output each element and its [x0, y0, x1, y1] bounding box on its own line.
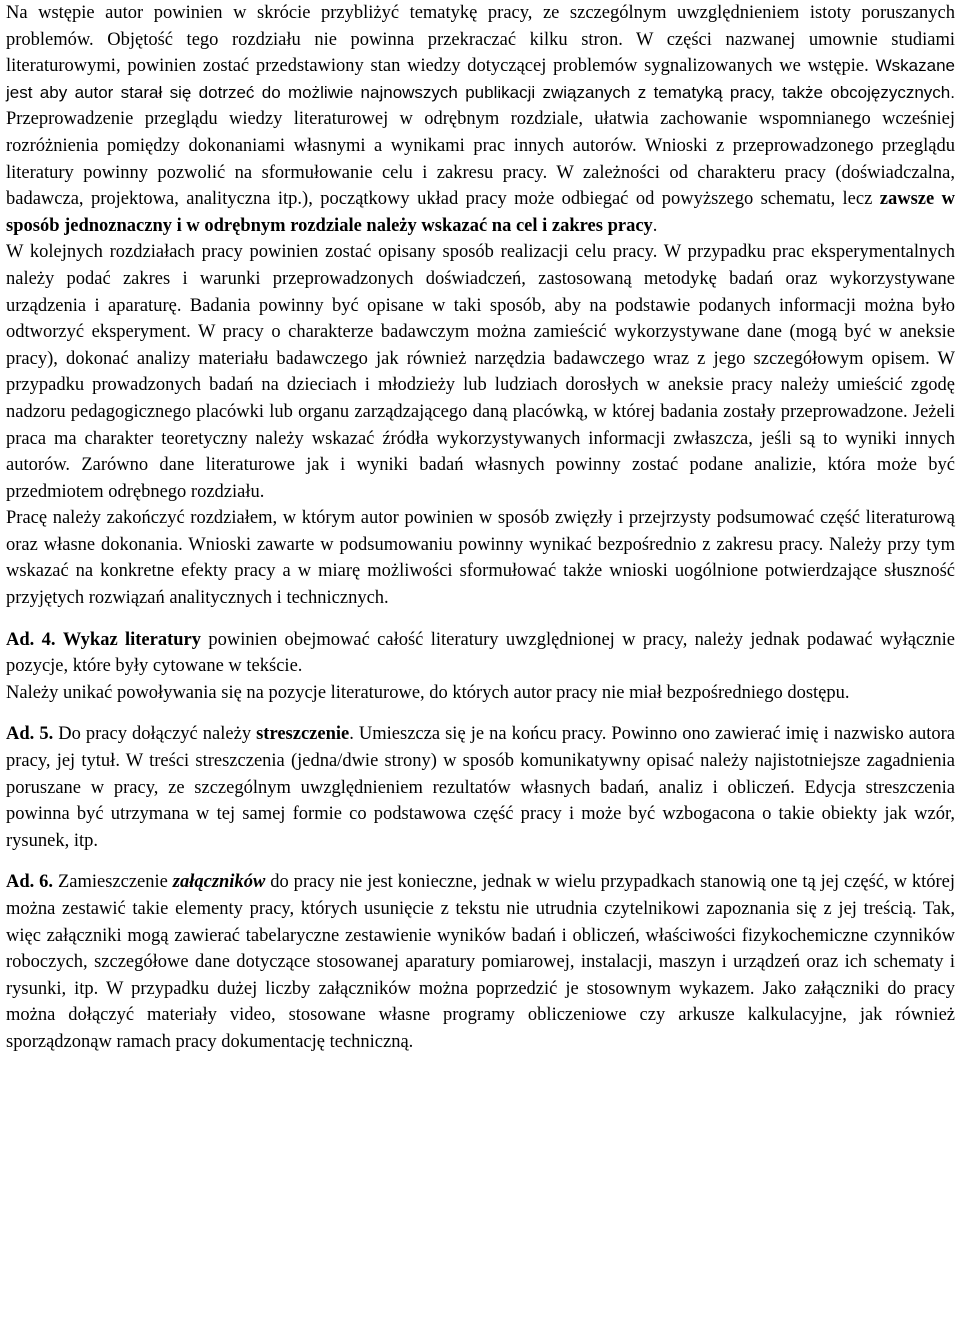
paragraph-methods: W kolejnych rozdziałach pracy powinien zostać opisany sposób realizacji celu pracy. W przypadku prac eksperymentalnych należy podać zakres i warunki przeprowadzonych doświadczeń, zastosowaną metodykę badań oraz wykorzystywane urządzenia i aparaturę. Badania powinny być opisane w taki sposób, aby na podstawie podanych informacji można było odtworzyć eksperyment. W pracy o charakterze badawczym można zamieścić wykorzystywane dane (mogą być w aneksie pracy), dokonać analizy materiału badawczego jak również narzędzia badawczego wraz z jego szczegółowym opisem. W przypadku prowadzonych badań na dzieciach i młodzieży lub ludziach dorosłych w aneksie pracy należy umieścić zgodę nadzoru pedagogicznego placówki lub organu zarządzającego daną placówką, w której badania zostały przeprowadzone. Jeżeli praca ma charakter teoretyczny należy wskazać źródła wykorzystywanych informacji zwłaszcza, jeśli są to wyniki innych autorów. Zarówno dane literaturowe jak i wyniki badań własnych powinny zostać podane analizie, która może być przedmiotem odrębnego rozdziału. [6, 242, 955, 502]
section-ad5 [6, 721, 955, 854]
spacer [6, 706, 955, 721]
ad4-label: Ad. 4. [6, 629, 56, 650]
ad6-heading: załączników [172, 872, 266, 893]
ad5-pre: Do pracy dołączyć należy [53, 724, 257, 745]
ad6-label: Ad. 6. [6, 872, 54, 893]
ad6-text: do pracy nie jest konieczne, jednak w wielu przypadkach stanowią one tą jej część, w której można zestawić takie elementy pracy, których usunięcie z tekstu nie utrudnia czytelnikowi zapoznania się z jej treścią. Tak, więc załączniki mogą zawierać tabelaryczne zestawienie wyników badań i obliczeń, właściwości fizykochemiczne czynników roboczych, szczegółowe dane dotyczące stosowanej aparatury pomiarowej, instalacji, maszyn i urządzeń oraz ich schematy i rysunki, itp. W przypadku dużej liczby załączników można poprzedzić je stosownym wykazem. Jako załączniki do pracy można dołączyć materiały video, stosowane własne programy obliczeniowe czy arkusze kalkulacyjne, jak również sporządzonąw ramach pracy dokumentację techniczną. [6, 872, 955, 1052]
section-ad6 [6, 869, 955, 1055]
ad5-text: . Umieszcza się je na końcu pracy. Powinno ono zawierać imię i nazwisko autora pracy, jej tytuł. W treści streszczenia (jedna/dwie strony) w sposób komunikatywny opisać należy najistotniejsze zagadnienia poruszane w pracy, ze szczególnym uwzględnieniem rezultatów własnych badań, analiz i obliczeń. Edycja streszczenia powinna być utrzymana w tej samej formie co podstawowa część pracy i może być wzbogacona o takie obiekty jak wzór, rysunek, itp. [6, 724, 955, 851]
section-ad4 [6, 627, 955, 680]
intro-text-sans: Wskazane jest aby autor starał się dotrzeć do możliwie najnowszych publikacji związanych z tematyką pracy, także obcojęzycznych. [6, 56, 955, 102]
paragraph-introduction [6, 0, 955, 239]
ad4-heading: Wykaz literatury [62, 629, 202, 650]
spacer [6, 612, 955, 627]
paragraph-conclusion: Pracę należy zakończyć rozdziałem, w którym autor powinien w sposób zwięzły i przejrzysty podsumować część literaturową oraz własne dokonania. Wnioski zawarte w podsumowaniu powinny wynikać bezpośrednio z zakresu pracy. Należy przy tym wskazać na konkretne efekty pracy a w miarę możliwości sformułować także wnioski uogólnione potwierdzające słuszność przyjętych rozwiązań analitycznych i technicznych. [6, 508, 955, 609]
intro-text: Na wstępie autor powinien w skrócie przybliżyć tematykę pracy, ze szczególnym uwzględnieniem istoty poruszanych problemów. Objętość tego rozdziału nie powinna przekraczać kilku stron. W części nazwanej umownie studiami literaturowymi, powinien zostać przedstawiony stan wiedzy dotyczącej problemów sygnalizowanych we wstępie. [6, 3, 955, 77]
intro-emphasis: zawsze w sposób jednoznaczny i w odrębnym rozdziale należy wskazać na cel i zakres pracy [6, 189, 955, 236]
spacer [6, 854, 955, 869]
ad5-label: Ad. 5. [6, 724, 54, 745]
section-ad4-paragraph2: Należy unikać powoływania się na pozycje literaturowe, do których autor pracy nie miał bezpośredniego dostępu. [6, 682, 850, 703]
intro-end: . [652, 215, 658, 236]
ad4-text: powinien obejmować całość literatury uwzględnionej w pracy, należy jednak podawać wyłącznie pozycje, które były cytowane w tekście. [6, 629, 956, 677]
intro-text-cont: Przeprowadzenie przeglądu wiedzy literaturowej w odrębnym rozdziale, ułatwia zachowanie wspomnianego wcześniej rozróżnienia pomiędzy dokonaniami własnymi a wynikami prac innych autorów. Wnioski z przeprowadzonego przeglądu literatury powinny pozwolić na sformułowanie celu i zakresu pracy. W zależności od charakteru pracy (doświadczalna, badawcza, projektowa, analityczna itp.), początkowy układ pracy może odbiegać od powyższego schematu, lecz [6, 109, 955, 210]
ad5-heading: streszczenie [256, 724, 350, 745]
ad6-pre: Zamieszczenie [53, 872, 173, 893]
